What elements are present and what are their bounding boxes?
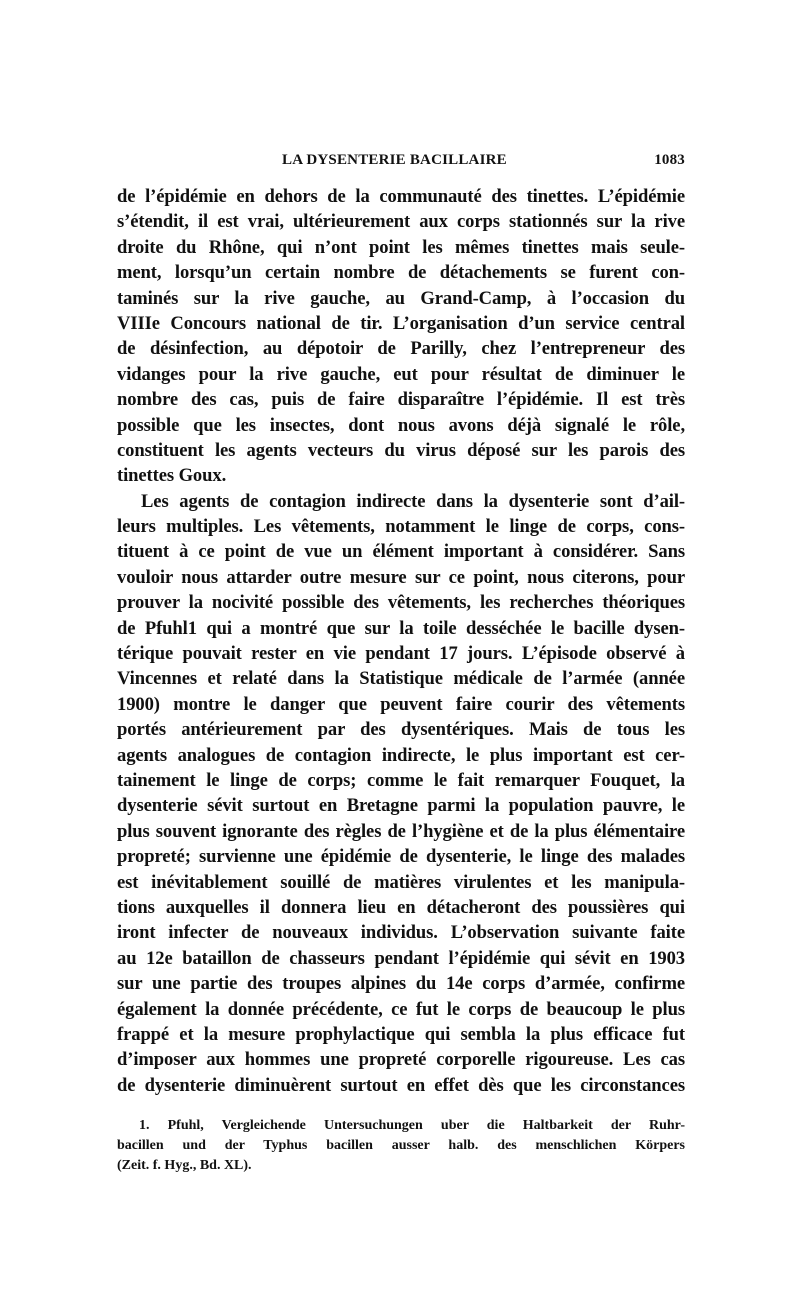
text-line: taminés sur la rive gauche, au Grand-Camp, à l’occasion du <box>117 287 685 309</box>
text-line: prouver la nocivité possible des vêtements, les recherches théoriques <box>117 592 685 614</box>
text-line: plus souvent ignorante des règles de l’hygiène et de la plus élémentaire <box>117 820 685 842</box>
page-number: 1083 <box>654 152 685 168</box>
text-line: térique pouvait rester en vie pendant 17 jours. L’épisode observé à <box>117 643 685 665</box>
text-line: vouloir nous attarder outre mesure sur ce point, nous citerons, pour <box>117 566 685 588</box>
text-line: iront infecter de nouveaux individus. L’observation suivante faite <box>117 922 685 944</box>
text-line: propreté; survienne une épidémie de dysenterie, le linge des malades <box>117 846 685 868</box>
text-line: de dysenterie diminuèrent surtout en effet dès que les circonstances <box>117 1074 685 1096</box>
text-line: Vincennes et relaté dans la Statistique médicale de l’armée (année <box>117 668 685 690</box>
text-line: d’imposer aux hommes une propreté corporelle rigoureuse. Les cas <box>117 1049 685 1071</box>
text-line: ment, lorsqu’un certain nombre de détachements se furent con- <box>117 262 685 284</box>
text-line: agents analogues de contagion indirecte, le plus important est cer- <box>117 744 685 766</box>
footnotes <box>117 1116 685 1176</box>
text-line: est inévitablement souillé de matières virulentes et les manipula- <box>117 871 685 893</box>
text-line: au 12e bataillon de chasseurs pendant l’épidémie qui sévit en 1903 <box>117 947 685 969</box>
text-line: de désinfection, au dépotoir de Parilly, chez l’entrepreneur des <box>117 338 685 360</box>
text-line: tinettes Goux. <box>117 465 227 487</box>
text-line: leurs multiples. Les vêtements, notamment le linge de corps, cons- <box>117 516 685 538</box>
footnote-line: (Zeit. f. Hyg., Bd. XL). <box>117 1158 252 1174</box>
footnote-line: bacillen und der Typhus bacillen ausser halb. des menschlichen Körpers <box>117 1138 685 1154</box>
text-line: frappé et la mesure prophylactique qui sembla la plus efficace fut <box>117 1023 685 1045</box>
text-line: possible que les insectes, dont nous avons déjà signalé le rôle, <box>117 414 685 436</box>
book-page <box>117 150 685 1176</box>
text-line: s’étendit, il est vrai, ultérieurement aux corps stationnés sur la rive <box>117 211 685 233</box>
text-line: de Pfuhl1 qui a montré que sur la toile desséchée le bacille dysen- <box>117 617 685 639</box>
text-line: portés antérieurement par des dysentériques. Mais de tous les <box>117 719 685 741</box>
text-line: dysenterie sévit surtout en Bretagne parmi la population pauvre, le <box>117 795 685 817</box>
text-line: nombre des cas, puis de faire disparaître l’épidémie. Il est très <box>117 389 685 411</box>
text-line: 1900) montre le danger que peuvent faire courir des vêtements <box>117 693 685 715</box>
text-line: de l’épidémie en dehors de la communauté des tinettes. L’épidémie <box>117 186 685 207</box>
text-line: tions auxquelles il donnera lieu en détacheront des poussières qui <box>117 896 685 918</box>
body-text <box>117 184 685 1098</box>
text-line: sur une partie des troupes alpines du 14e corps d’armée, confirme <box>117 973 685 995</box>
text-line: tainement le linge de corps; comme le fait remarquer Fouquet, la <box>117 769 685 791</box>
text-line: VIIIe Concours national de tir. L’organisation d’un service central <box>117 312 685 334</box>
text-line: également la donnée précédente, ce fut le corps de beaucoup le plus <box>117 998 685 1020</box>
paragraph-start-line: Les agents de contagion indirecte dans la dysenterie sont d’ail- <box>141 490 685 512</box>
text-line: droite du Rhône, qui n’ont point les mêmes tinettes mais seule- <box>117 236 685 258</box>
text-line: constituent les agents vecteurs du virus déposé sur les parois des <box>117 439 685 461</box>
running-title: LA DYSENTERIE BACILLAIRE <box>282 152 507 168</box>
text-line: vidanges pour la rive gauche, eut pour résultat de diminuer le <box>117 363 685 385</box>
running-header <box>117 150 685 176</box>
footnote-line: 1. Pfuhl, Vergleichende Untersuchungen uber die Haltbarkeit der Ruhr- <box>139 1118 685 1134</box>
text-line: tituent à ce point de vue un élément important à considérer. Sans <box>117 541 685 563</box>
